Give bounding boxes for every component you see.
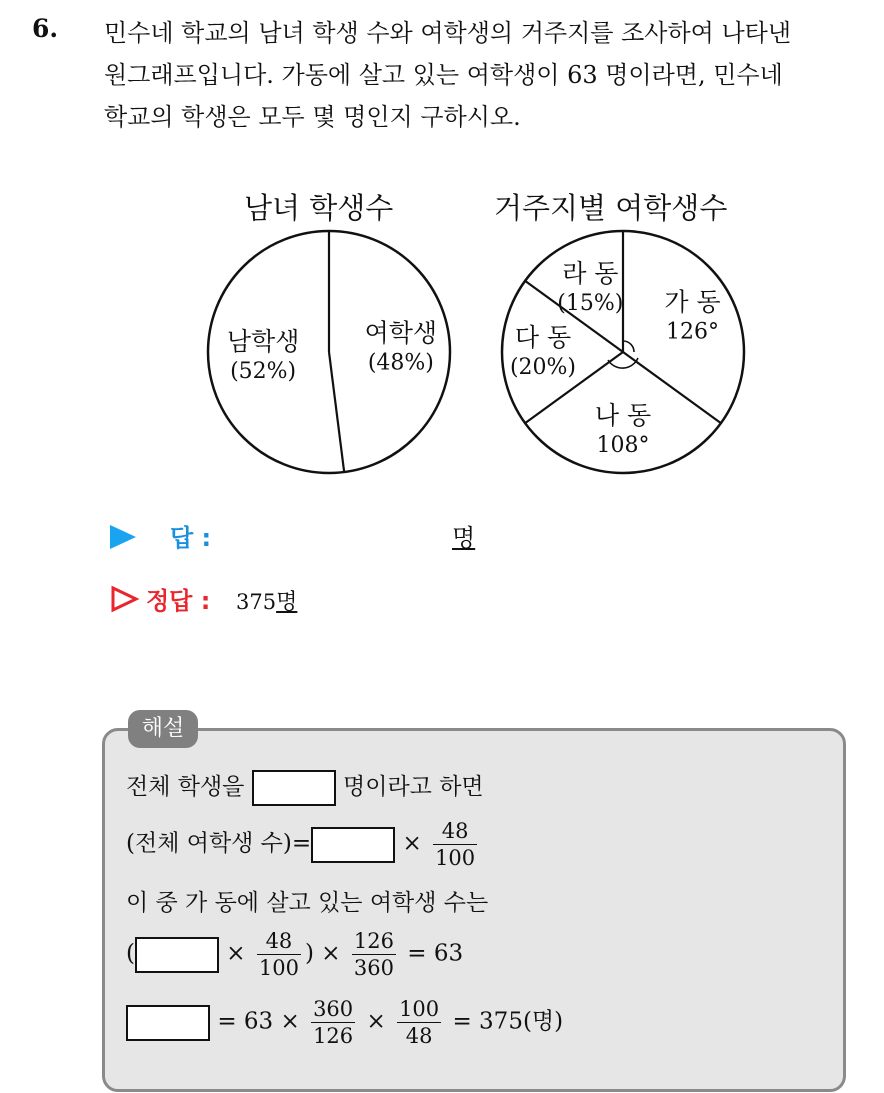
exp-line-5 <box>126 996 563 1049</box>
pie-slice-label: 다 동 <box>514 323 572 352</box>
answer-arrow-icon <box>110 525 136 549</box>
exp-line2-pre: (전체 여학생 수)= <box>126 830 312 857</box>
blank-box <box>311 827 395 863</box>
open-paren: ( <box>126 940 135 967</box>
close-paren-times: ) × <box>304 940 341 967</box>
frac-den: 100 <box>258 956 299 980</box>
times-sign: × <box>226 940 246 967</box>
exp-line-4 <box>126 928 463 981</box>
exp-line-1 <box>126 768 484 806</box>
exp-line1-pre: 전체 학생을 <box>126 774 245 800</box>
pie-charts <box>0 180 884 480</box>
correct-label: 정답 : <box>146 587 211 615</box>
times-sign: × <box>366 1008 386 1035</box>
pie-slice-value: 126° <box>665 319 719 345</box>
frac-num: 100 <box>399 997 440 1021</box>
correct-value: 375 <box>236 590 277 614</box>
fraction-360-126 <box>311 996 355 1049</box>
frac-den: 100 <box>435 846 476 870</box>
fraction-48-100 <box>257 928 301 981</box>
pie-slice-value: (15%) <box>557 290 624 316</box>
pie-slice-label: 라 동 <box>562 258 619 288</box>
equals-63-times: = 63 × <box>217 1008 300 1035</box>
frac-den: 126 <box>313 1024 354 1048</box>
frac-den: 360 <box>353 956 394 980</box>
equals-63: = 63 <box>407 940 464 967</box>
frac-num: 360 <box>313 997 354 1021</box>
exp-line1-post: 명이라고 하면 <box>343 774 484 800</box>
correct-arrow-icon <box>110 585 140 613</box>
pie-slice-label: 나 동 <box>594 401 652 430</box>
pie-slice-label: 가 동 <box>664 287 721 317</box>
answer-label: 답 : <box>170 524 212 552</box>
chart-title-gender: 남녀 학생수 <box>244 191 394 225</box>
pie-slice-label: 남학생 <box>226 327 300 357</box>
frac-num: 126 <box>353 929 394 953</box>
explanation-tag: 해설 <box>128 710 198 748</box>
blank-box <box>135 937 219 973</box>
question-line-1: 민수네 학교의 남녀 학생 수와 여학생의 거주지를 조사하여 나타낸 <box>104 19 791 47</box>
question-line-3: 학교의 학생은 모두 몇 명인지 구하시오. <box>104 103 521 131</box>
question-number: 6. <box>32 14 59 43</box>
fraction-48-100 <box>433 818 477 871</box>
fraction-100-48 <box>397 996 441 1049</box>
answer-unit: 명 <box>452 524 476 552</box>
frac-num: 48 <box>433 818 477 845</box>
pie-chart-gender <box>208 231 450 473</box>
pie-slice-value: 108° <box>596 433 650 458</box>
blank-box <box>252 770 336 806</box>
question-line-2: 원그래프입니다. 가동에 살고 있는 여학생이 63 명이라면, 민수네 <box>104 61 783 89</box>
pie-chart-residence <box>502 231 744 473</box>
blank-box <box>126 1005 210 1041</box>
chart-title-residence: 거주지별 여학생수 <box>494 191 728 225</box>
pie-slice-label: 여학생 <box>364 318 438 348</box>
correct-answer <box>236 585 297 616</box>
frac-den: 48 <box>405 1024 433 1048</box>
pie-slice-value: (20%) <box>509 355 577 380</box>
result: = 375(명) <box>452 1008 564 1035</box>
pie-slice-value: (48%) <box>367 350 434 376</box>
exp-line-2 <box>126 818 481 871</box>
frac-num: 48 <box>257 928 301 955</box>
pie-slice-value: (52%) <box>230 359 297 385</box>
exp-line-3: 이 중 가 동에 살고 있는 여학생 수는 <box>126 890 489 916</box>
times-sign: × <box>402 830 422 857</box>
correct-unit: 명 <box>276 590 298 615</box>
question-text <box>104 12 864 138</box>
fraction-126-360 <box>352 928 396 981</box>
